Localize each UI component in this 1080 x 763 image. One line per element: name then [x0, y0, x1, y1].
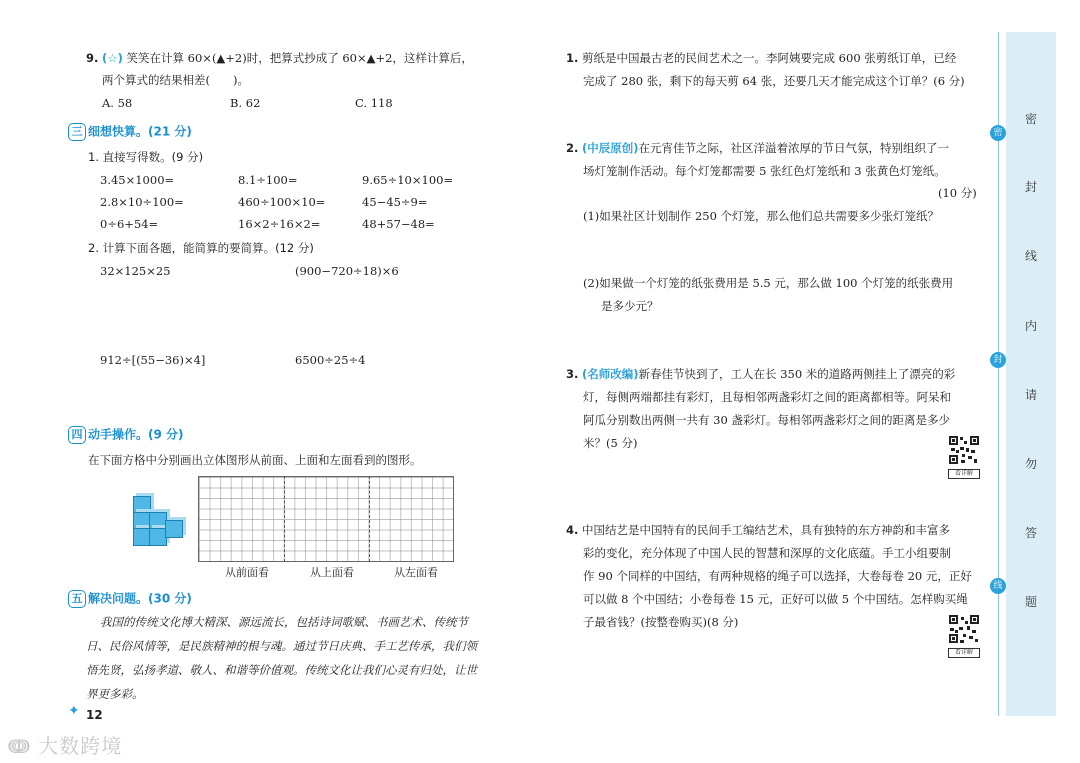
- label-front-view: 从前面看: [225, 566, 269, 579]
- q3-1-r1c2: 8.1÷100=: [238, 173, 298, 187]
- p2-sub2a: (2)如果做一个灯笼的纸张费用是 5.5 元，那么做 100 个灯笼的纸张费用: [583, 276, 954, 290]
- section-5-badge: 五: [68, 590, 86, 608]
- q9-text-line2: 两个算式的结果相差( )。: [102, 73, 249, 87]
- sidebar-char: 勿: [1025, 457, 1038, 471]
- p1-line1: [566, 48, 956, 68]
- p1-number: 1.: [566, 51, 579, 65]
- p3-qr-caption: 看详解: [948, 469, 980, 479]
- q9-number: 9.: [86, 51, 99, 65]
- sidebar-char: 封: [1025, 180, 1038, 194]
- sidebar-char: 内: [1025, 319, 1038, 333]
- label-top-view: 从上面看: [310, 566, 354, 579]
- p3-line1: [566, 364, 955, 384]
- q3-1-r1c3: 9.65÷10×100=: [362, 173, 454, 187]
- q3-2-expr3: 912÷[(55−36)×4]: [100, 353, 206, 367]
- section-5-heading: [68, 589, 192, 608]
- sidebar-char: 线: [1025, 249, 1038, 263]
- q3-2-expr1: 32×125×25: [100, 264, 171, 278]
- p3-text-line4: 米？(5 分): [583, 436, 638, 450]
- q9-difficulty-tag: (☆): [102, 51, 123, 65]
- label-left-view: 从左面看: [394, 566, 438, 579]
- section-4-badge: 四: [68, 426, 86, 444]
- q9-line1: [86, 48, 473, 68]
- section-3-title: 细想快算。(21 分): [88, 124, 192, 139]
- p2-text-line1: 在元宵佳节之际，社区洋溢着浓厚的节日气氛，特别组织了一: [638, 141, 950, 155]
- grid-divider: [369, 476, 370, 562]
- p3-text-line3: 阿瓜分别数出两侧一共有 30 盏彩灯。每相邻两盏彩灯之间的距离是多少: [583, 413, 950, 427]
- sidebar-char: 密: [1025, 112, 1038, 126]
- p4-text-line4: 可以做 8 个中国结；小卷每卷 15 元，正好可以做 5 个中国结。怎样购买绳: [583, 592, 968, 606]
- intro-line1: 我国的传统文化博大精深、源远流长，包括诗词歌赋、书画艺术、传统节: [100, 615, 468, 629]
- p2-line1: [566, 138, 949, 158]
- p3-qr-code[interactable]: [948, 435, 980, 479]
- q4-instruction: 在下面方格中分别画出立体图形从前面、上面和左面看到的图形。: [88, 453, 422, 467]
- watermark-text: 大数跨境: [38, 734, 123, 758]
- q9-option-c[interactable]: C. 118: [355, 96, 393, 110]
- section-4-heading: [68, 425, 184, 444]
- q9-option-b[interactable]: B. 62: [230, 96, 261, 110]
- star-icon: ✦: [68, 703, 80, 719]
- sidebar-char: 答: [1025, 526, 1038, 540]
- q3-2-title: 2. 计算下面各题，能简算的要简算。(12 分): [88, 241, 314, 255]
- q3-1-title: 1. 直接写得数。(9 分): [88, 150, 204, 164]
- q3-2-expr2: (900−720÷18)×6: [295, 264, 399, 278]
- p4-number: 4.: [566, 523, 579, 537]
- q3-1-r1c1: 3.45×1000=: [100, 173, 175, 187]
- intro-line4: 界更多彩。: [86, 687, 144, 701]
- p2-number: 2.: [566, 141, 579, 155]
- p2-text-line2: 场灯笼制作活动。每个灯笼都需要 5 张红色灯笼纸和 3 张黄色灯笼纸。: [583, 164, 946, 178]
- p3-source-tag: (名师改编): [582, 367, 639, 381]
- p4-text-line1: 中国结艺是中国特有的民间手工编结艺术，具有独特的东方神韵和丰富多: [582, 523, 951, 537]
- drawing-grid[interactable]: [198, 476, 454, 562]
- seal-dot: 封: [990, 352, 1006, 368]
- section-3-heading: [68, 122, 192, 141]
- p2-sub1: (1)如果社区计划制作 250 个灯笼，那么他们总共需要多少张灯笼纸？: [583, 209, 940, 223]
- q3-1-r2c2: 460÷100×10=: [238, 195, 326, 209]
- seal-dot: 线: [990, 578, 1006, 594]
- intro-line3: 悟先贤，弘扬孝道、敬人、和谐等价值观。传统文化让我们心灵有归处，让世: [86, 663, 477, 677]
- binding-sidebar: [1006, 32, 1056, 716]
- p2-score: (10 分): [938, 186, 977, 200]
- q3-1-r2c1: 2.8×10÷100=: [100, 195, 184, 209]
- grid-divider: [284, 476, 285, 562]
- p3-text-line1: 新春佳节快到了，工人在长 350 米的道路两侧挂上了漂亮的彩: [638, 367, 956, 381]
- q3-1-r3c3: 48+57−48=: [362, 217, 435, 231]
- watermark: [8, 730, 122, 759]
- q9-text-line1: 笑笑在计算 60×(▲+2)时，把算式抄成了 60×▲+2，这样计算后，: [126, 51, 473, 65]
- q3-2-expr4: 6500÷25÷4: [295, 353, 366, 367]
- section-5-title: 解决问题。(30 分): [88, 591, 192, 606]
- p4-text-line3: 作 90 个同样的中国结，有两种规格的绳子可以选择，大卷每卷 20 元，正好: [583, 569, 972, 583]
- q3-1-r3c2: 16×2÷16×2=: [238, 217, 321, 231]
- p4-text-line2: 彩的变化，充分体现了中国人民的智慧和深厚的文化底蕴。手工小组要制: [583, 546, 951, 560]
- intro-line2: 日、民俗风情等，是民族精神的根与魂。通过节日庆典、手工艺传承，我们领: [86, 639, 477, 653]
- cube: [165, 520, 183, 538]
- p1-text-line2: 完成了 280 张，剩下的每天剪 64 张，还要几天才能完成这个订单？(6 分): [583, 74, 965, 88]
- p4-line1: [566, 520, 950, 540]
- qr-code-icon: [948, 614, 980, 644]
- p4-text-line5: 子最省钱？(按整卷购买)(8 分): [583, 615, 739, 629]
- watermark-logo-icon: ↈ: [8, 734, 31, 758]
- p2-source-tag: (中辰原创): [582, 141, 639, 155]
- p3-number: 3.: [566, 367, 579, 381]
- section-4-title: 动手操作。(9 分): [88, 427, 184, 442]
- qr-code-icon: [948, 435, 980, 465]
- section-3-badge: 三: [68, 123, 86, 141]
- p4-qr-code[interactable]: [948, 614, 980, 658]
- seal-dot: 密: [990, 125, 1006, 141]
- q3-1-r3c1: 0÷6+54=: [100, 217, 159, 231]
- q3-1-r2c3: 45−45÷9=: [362, 195, 428, 209]
- q9-option-a[interactable]: A. 58: [102, 96, 133, 110]
- p2-sub2b: 是多少元？: [601, 299, 659, 313]
- page-number: 12: [86, 708, 103, 722]
- p4-qr-caption: 看详解: [948, 648, 980, 658]
- p1-text-line1: 剪纸是中国最古老的民间艺术之一。李阿姨要完成 600 张剪纸订单，已经: [582, 51, 957, 65]
- sidebar-char: 请: [1025, 388, 1038, 402]
- sidebar-char: 题: [1025, 595, 1038, 609]
- p3-text-line2: 灯，每侧两端都挂有彩灯，且每相邻两盏彩灯之间的距离都相等。阿呆和: [583, 390, 951, 404]
